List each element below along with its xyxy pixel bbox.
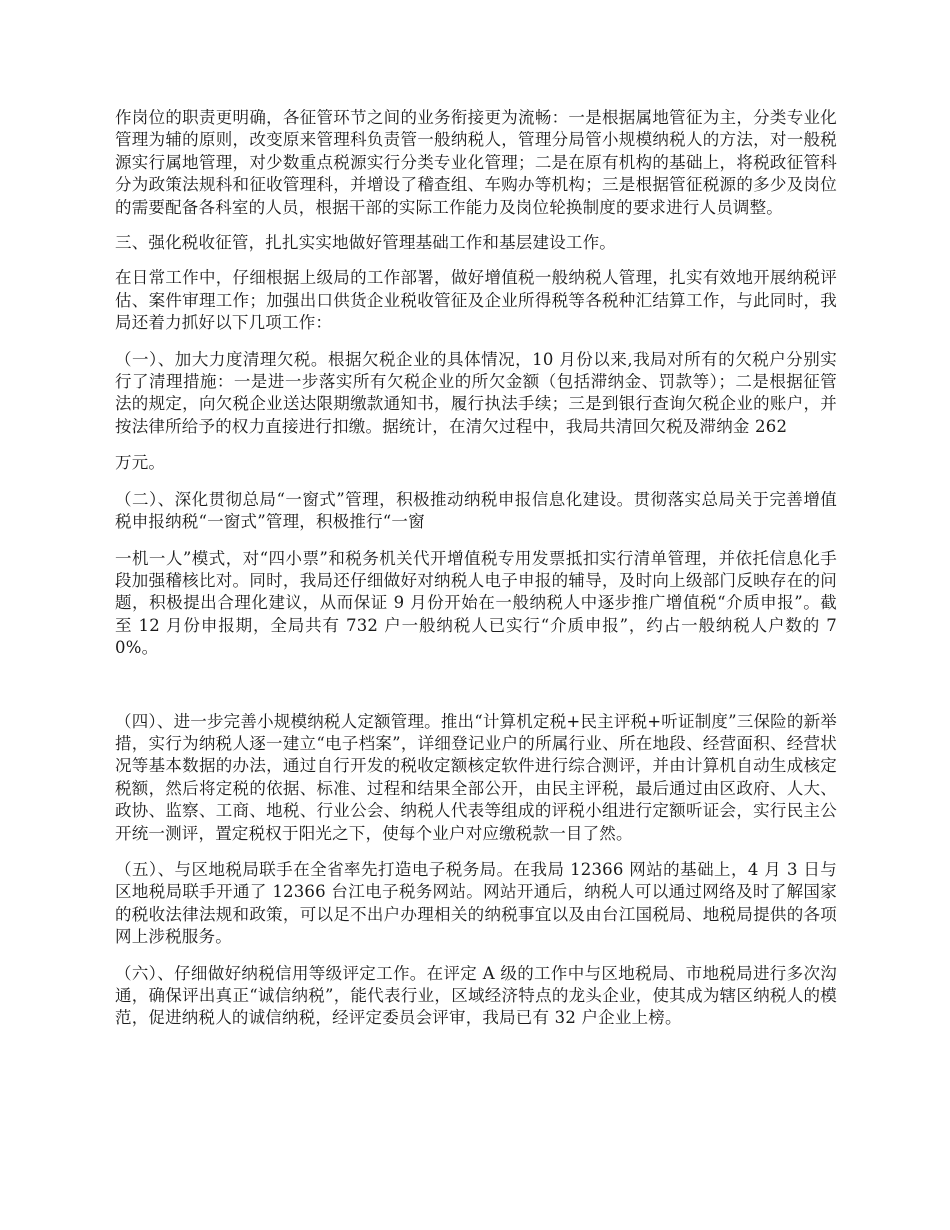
paragraph-item-4-quota: （四）、进一步完善小规模纳税人定额管理。推出“计算机定税+民主评税+听证制度”三保险的新举措，实行为纳税人逐一建立“电子档案”，详细登记业户的所属行业、所在地段、经营面积、经营状况等基本数据的办法，通过自行开发的税收定额核定软件进行综合测评，并由计算机自动生成核定税额，然后将定税的依据、标准、过程和结果全部公开，由民主评税，最后通过由区政府、人大、政协、监察、工商、地税、行业公会、纳税人代表等组成的评税小组进行定额听证会，实行民主公开统一测评，置定税权于阳光之下，使每个业户对应缴税款一目了然。 <box>115 711 837 843</box>
paragraph-item-1-arrears: （一）、加大力度清理欠税。根据欠税企业的具体情况，10 月份以来,我局对所有的欠税户分别实行了清理措施：一是进一步落实所有欠税企业的所欠金额（包括滞纳金、罚款等）；二是根据征管法的规定，向欠税企业送达限期缴款通知书，履行执法手续；三是到银行查询欠税企业的账户，并按法律所给予的权力直接进行扣缴。据统计，在清欠过程中，我局共清回欠税及滞纳金 262 <box>115 349 837 436</box>
paragraph-staffing-reform: 作岗位的职责更明确，各征管环节之间的业务衔接更为流畅：一是根据属地管征为主，分类专业化管理为辅的原则，改变原来管理科负责管一般纳税人，管理分局管小规模纳税人的方法，对一般税源实行属地管理，对少数重点税源实行分类专业化管理；二是在原有机构的基础上，将税政征管科分为政策法规科和征收管理科，并增设了稽查组、车购办等机构；三是根据管征税源的多少及岗位的需要配备各科室的人员，根据干部的实际工作能力及岗位轮换制度的要求进行人员调整。 <box>115 108 837 217</box>
paragraph-daily-work: 在日常工作中，仔细根据上级局的工作部署，做好增值税一般纳税人管理，扎实有效地开展纳税评估、案件审理工作；加强出口供货企业税收管征及企业所得税等各税种汇结算工作，与此同时，我局还着力抓好以下几项工作： <box>115 268 837 333</box>
document-page <box>115 107 837 1030</box>
paragraph-item-6-credit-rating: （六）、仔细做好纳税信用等级评定工作。在评定 A 级的工作中与区地税局、市地税局进行多次沟通，确保评出真正“诚信纳税”，能代表行业，区域经济特点的龙头企业，使其成为辖区纳税人的模范，促进纳税人的诚信纳税，经评定委员会评审，我局已有 32 户企业上榜。 <box>115 963 837 1028</box>
paragraph-item-2-continued: 一机一人”模式，对“四小票”和税务机关代开增值税专用发票抵扣实行清单管理，并依托信息化手段加强稽核比对。同时，我局还仔细做好对纳税人电子申报的辅导，及时向上级部门反映存在的问题，积极提出合理化建议，从而保证 9 月份开始在一般纳税人中逐步推广增值税“介质申报”。截至 12 月份申报期，全局共有 732 户一般纳税人已实行“介质申报”，约占一般纳税人户数的 70%。 <box>115 548 837 658</box>
paragraph-item-1-continued: 万元。 <box>115 453 166 473</box>
paragraph-item-2-one-window: （二）、深化贯彻总局“一窗式”管理，积极推动纳税申报信息化建设。贯彻落实总局关于完善增值税申报纳税“一窗式”管理，积极推行“一窗 <box>115 489 837 532</box>
paragraph-item-5-e-tax: （五）、与区地税局联手在全省率先打造电子税务局。在我局 12366 网站的基础上，4 月 3 日与区地税局联手开通了 12366 台江电子税务网站。网站开通后，纳税人可以通过网络及时了解国家的税收法律法规和政策，可以足不出户办理相关的纳税事宜以及由台江国税局、地税局提供的各项网上涉税服务。 <box>115 859 837 947</box>
section-heading-3: 三、强化税收征管，扎扎实实地做好管理基础工作和基层建设工作。 <box>115 233 616 253</box>
